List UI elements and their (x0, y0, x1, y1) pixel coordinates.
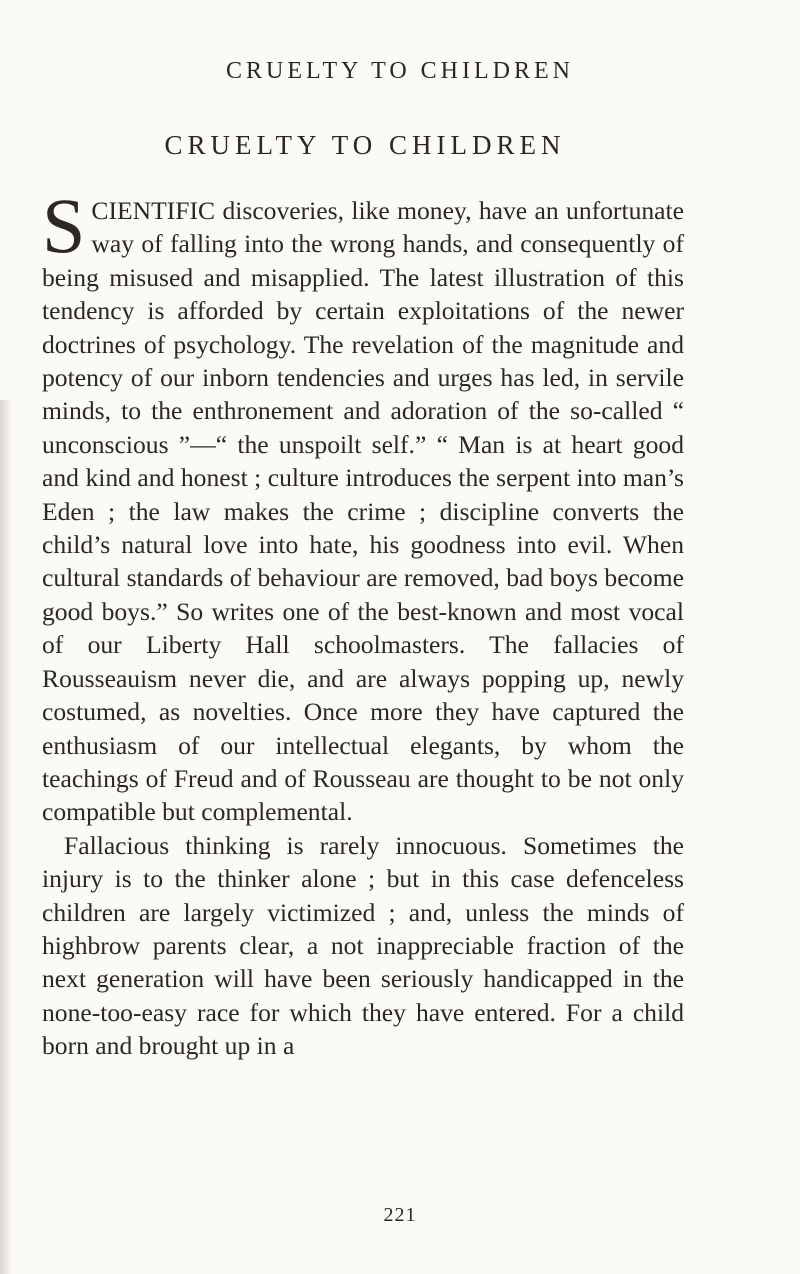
page-number: 221 (383, 1204, 417, 1226)
body-text (42, 182, 684, 1063)
drop-cap: S (42, 182, 86, 269)
page-edge-shadow (0, 400, 12, 1274)
chapter-title: CRUELTY TO CHILDREN (164, 130, 566, 160)
paragraph-1 (42, 182, 684, 829)
paragraph-1-text: CIENTIFIC discoveries, like money, have an unfortunate way of falling into the wrong hands, and consequently of being misused and misapplied. The latest illustration of this tendency is afforded by certain exploitations of the newer doctrines of psychology. The revelation of the magnitude and potency of our inborn tendencies and urges has led, in servile minds, to the enthronement and adoration of the so-called “ unconscious ”—“ the unspoilt self.” “ Man is at heart good and kind and honest ; culture introduces the serpent into man’s Eden ; the law makes the crime ; discipline converts the child’s natural love into hate, his goodness into evil. When cultural standards of behaviour are removed, bad boys become good boys.” So writes one of the best-known and most vocal of our Liberty Hall schoolmasters. The fallacies of Rousseauism never die, and are always popping up, newly costumed, as novelties. Once more they have captured the enthusiasm of our intellectual elegants, by whom the teachings of Freud and of Rousseau are thought to be not only compatible but complemental. (42, 196, 684, 827)
running-head: CRUELTY TO CHILDREN (225, 58, 574, 84)
paragraph-2: Fallacious thinking is rarely innocuous. Sometimes the injury is to the thinker alone ; but in this case defenceless children are largely victimized ; and, unless the minds of highbrow parents clear, a not inappreciable fraction of the next generation will have been seriously handicapped in the none-too-easy race for which they have entered. For a child born and brought up in a (42, 830, 684, 1061)
